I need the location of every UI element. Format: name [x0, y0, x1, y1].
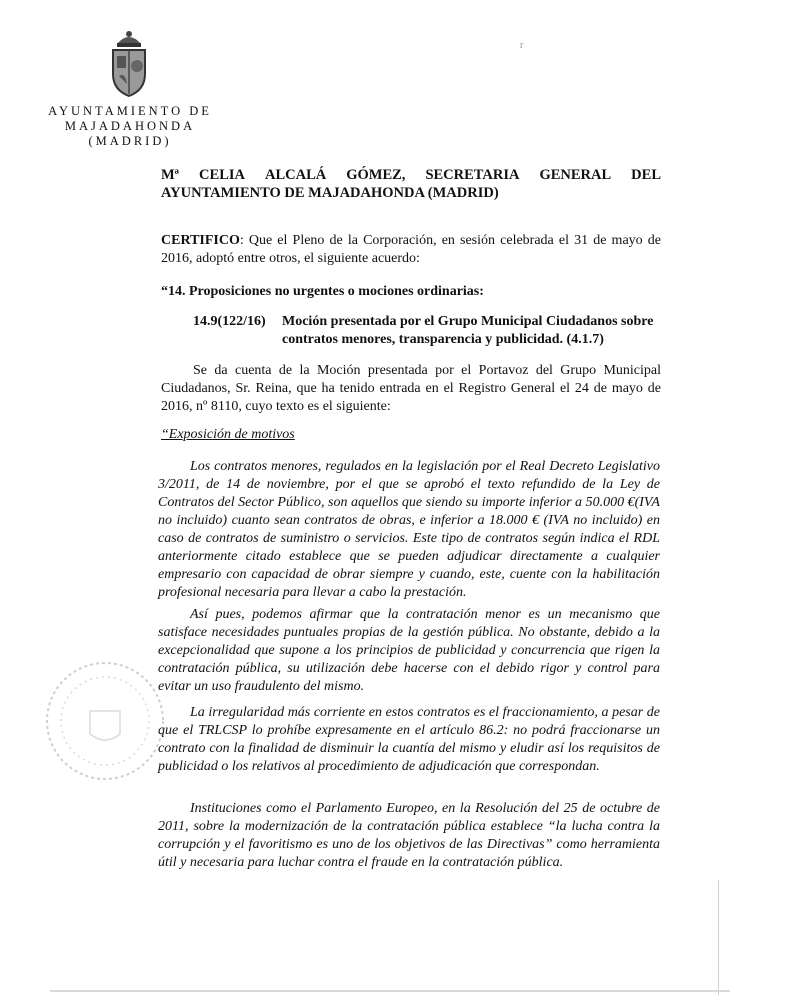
header-word: GÓMEZ, — [346, 167, 406, 183]
scan-edge — [718, 880, 719, 995]
letterhead — [40, 104, 220, 149]
item-title: Moción presentada por el Grupo Municipal Ciudadanos sobre contratos menores, transparencia y publicidad. (4.1.7) — [282, 314, 654, 347]
document-header — [161, 166, 661, 202]
header-word: GENERAL — [539, 167, 612, 183]
letterhead-line-1: AYUNTAMIENTO DE — [48, 104, 212, 118]
scan-mark: r — [520, 40, 524, 51]
header-word: DEL — [631, 167, 661, 183]
official-seal-icon — [40, 656, 170, 786]
header-word: ALCALÁ — [264, 167, 327, 183]
certifico-label: CERTIFICO — [161, 233, 240, 248]
body-paragraph: Instituciones como el Parlamento Europeo, en la Resolución del 25 de octubre de 2011, sobre la modernización de la contratación pública establece “la lucha contra la corrupción y el favoritismo es uno de los objetivos de las Directivas” como herramienta útil y necesaria para luchar contra el fraude en la contratación pública. — [158, 801, 660, 870]
intro-paragraph: Se da cuenta de la Moción presentada por el Portavoz del Grupo Municipal Ciudadanos, Sr. Reina, que ha tenido entrada en el Registro General el 24 de mayo de 2016, nº 8110, cuyo texto es el siguiente: — [161, 363, 661, 414]
header-line-1 — [161, 166, 661, 184]
header-word: Mª — [161, 167, 180, 183]
item-heading: “14. Proposiciones no urgentes o mociones ordinarias: — [161, 284, 484, 299]
scan-edge — [50, 990, 730, 992]
header-word: SECRETARIA — [425, 167, 520, 183]
letterhead-line-2: MAJADAHONDA — [64, 119, 196, 133]
item-number: 14.9(122/16) — [193, 314, 266, 329]
section-title: “Exposición de motivos — [161, 427, 295, 442]
body-paragraph: Así pues, podemos afirmar que la contratación menor es un mecanismo que satisface necesidades puntuales propias de la gestión pública. No obstante, debido a la excepcionalidad que supone a los principios de publicidad y concurrencia que rigen la contratación pública, su utilización debe hacerse con el debido rigor y control para evitar un uso fraudulento del mismo. — [158, 607, 660, 694]
header-line-2: AYUNTAMIENTO DE MAJADAHONDA (MADRID) — [161, 185, 499, 201]
body-paragraph: La irregularidad más corriente en estos contratos es el fraccionamiento, a pesar de que el TRLCSP lo prohíbe expresamente en el artículo 86.2: no podrá fraccionarse un contrato con la finalidad de disminuir la cuantía del mismo y eludir así los requisitos de publicidad o los relativos al procedimiento de adjudicación que correspondan. — [158, 705, 660, 774]
header-word: CELIA — [199, 167, 245, 183]
body-paragraph: Los contratos menores, regulados en la legislación por el Real Decreto Legislativo 3/2011, de 14 de noviembre, por el que se aprobó el texto refundido de la Ley de Contratos del Sector Público, son aquellos que siendo su importe inferior a 50.000 €(IVA no incluido) cuanto sean contratos de obras, e inferior a 18.000 € (IVA no incluido) en caso de contratos de suministro o servicios. Este tipo de contratos según indica el RDL anteriormente citado establece que se pueden adjudicar directamente a cualquier empresario con capacidad de obrar siempre y cuando, este, cuente con la habilitación profesional necesaria para llevar a cabo la prestación. — [158, 459, 660, 600]
letterhead-line-3: (MADRID) — [88, 134, 172, 148]
certifico-text: : Que el Pleno de la Corporación, en sesión celebrada el 31 de mayo de 2016, adoptó entre otros, el siguiente acuerdo: — [161, 233, 661, 266]
coat-of-arms-icon — [103, 28, 155, 100]
certifico-paragraph — [161, 232, 661, 268]
